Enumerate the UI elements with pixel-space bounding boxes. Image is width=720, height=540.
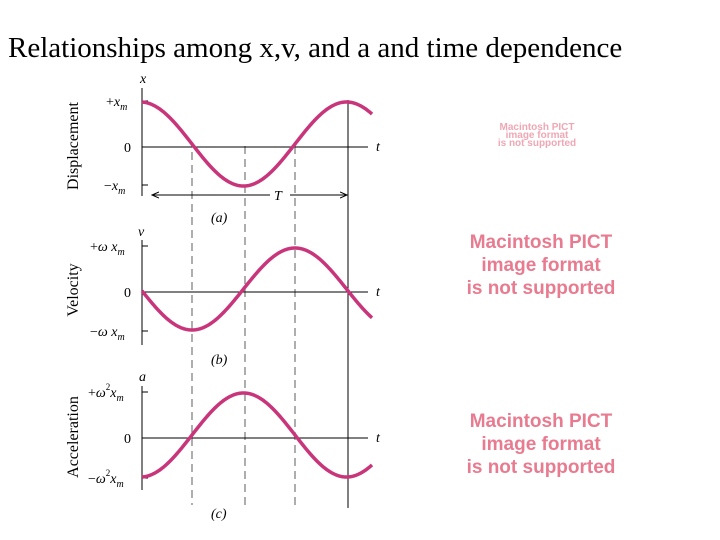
time-label-a: t: [376, 140, 380, 155]
pict-line: is not supported: [466, 457, 616, 478]
pict-line: image format: [481, 434, 601, 455]
time-label-b: t: [376, 285, 380, 300]
pict-line: image format: [505, 130, 569, 141]
velocity-curve: [142, 248, 372, 330]
pict-line: is not supported: [466, 278, 616, 299]
axis-var-x: x: [140, 72, 147, 87]
slide-title: Relationships among x,v, and a and time dependence: [8, 32, 623, 64]
period-label: T: [274, 189, 282, 204]
tick-label-zero-c: 0: [124, 432, 131, 447]
tick-label-zero-a: 0: [124, 141, 131, 156]
displacement-curve: [142, 102, 372, 186]
tick-label-bottom-b: −ω $x_m$: [90, 325, 125, 343]
tick-label-top-b: +ω $x_m$: [90, 240, 125, 258]
axis-var-a: a: [139, 370, 146, 385]
tick-label-bottom-c: $-\omega^2x_m$: [88, 468, 124, 490]
acceleration-curve: [142, 393, 372, 477]
pict-line: image format: [481, 255, 601, 276]
panel-displacement: [65, 72, 381, 226]
caption-b: (b): [211, 353, 228, 368]
caption-a: (a): [211, 211, 228, 226]
tick-label-zero-b: 0: [124, 286, 131, 301]
pict-placeholder-3: [448, 410, 634, 479]
pict-line: Macintosh PICT: [499, 122, 575, 133]
pict-line: is not supported: [497, 138, 577, 149]
caption-c: (c): [211, 507, 227, 522]
tick-label-top-c: $+\omega^2x_m$: [88, 382, 124, 404]
panel-acceleration: [65, 370, 381, 522]
pict-line: Macintosh PICT: [469, 232, 613, 253]
pict-placeholder-1: [462, 124, 612, 148]
tick-label-top-a: $+x_m$: [106, 95, 128, 113]
pict-placeholder-2: [448, 231, 634, 300]
side-label-displacement: Displacement: [65, 102, 82, 190]
axis-var-v: v: [138, 225, 145, 240]
panel-velocity: [65, 225, 381, 368]
time-label-c: t: [376, 431, 380, 446]
side-label-acceleration: Acceleration: [65, 396, 82, 478]
side-label-velocity: Velocity: [65, 263, 82, 317]
pict-line: Macintosh PICT: [469, 411, 613, 432]
tick-label-bottom-a: $-x_m$: [104, 179, 126, 197]
